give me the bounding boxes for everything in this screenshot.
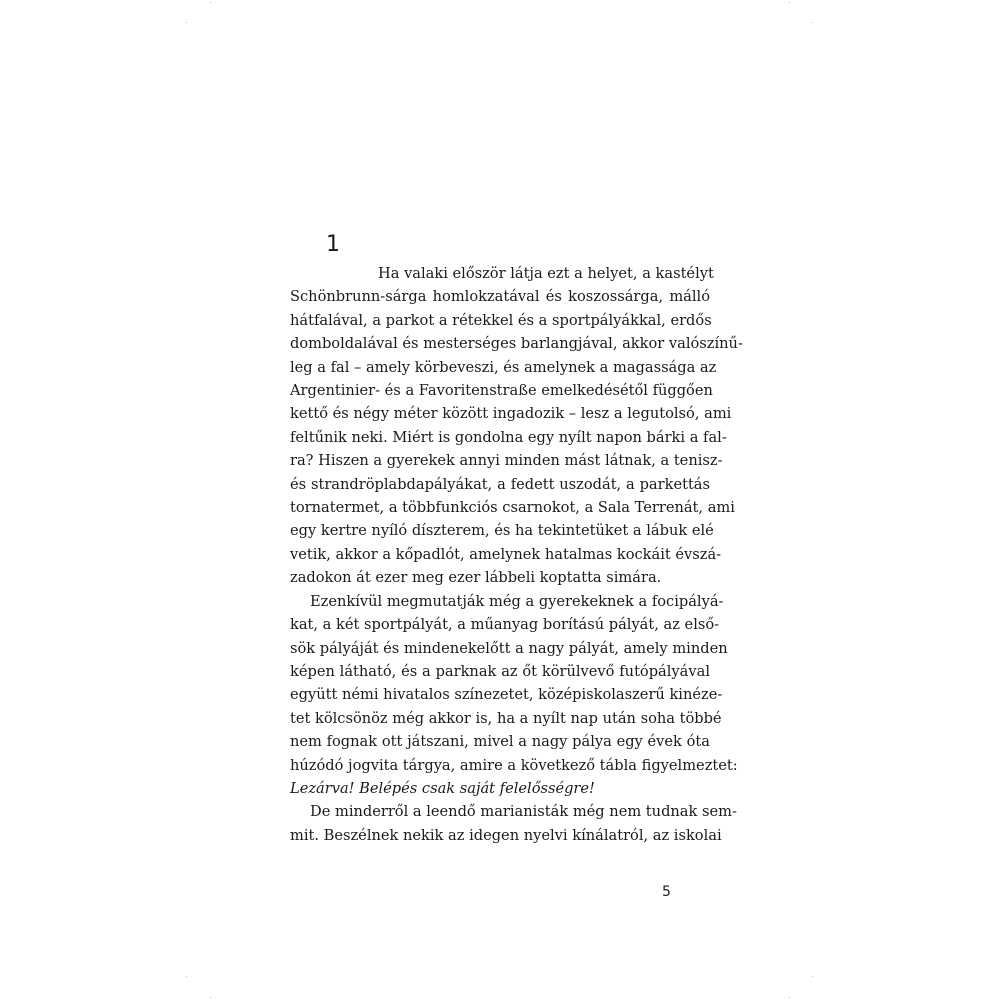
crop-mark-top-right-vertical: [789, 2, 790, 3]
text-line: leg a fal – amely körbeveszi, és amelynek a magassága az: [290, 358, 717, 376]
crop-mark-top-left-vertical: [210, 2, 211, 3]
crop-mark-bottom-right-vertical: [789, 997, 790, 998]
crop-mark-top-left-horizontal: [186, 22, 187, 23]
text-line: tornatermet, a többfunkciós csarnokot, a Sala Terrenát, ami: [290, 499, 735, 517]
crop-mark-bottom-left-horizontal: [186, 976, 187, 977]
text-line: egy kertre nyíló díszterem, és ha tekintetüket a lábuk elé: [290, 522, 714, 540]
body-text: [290, 262, 743, 847]
text-line: képen látható, és a parknak az őt körülvevő futópályával: [290, 662, 710, 680]
text-line: Ha valaki először látja ezt a helyet, a kastélyt: [378, 265, 714, 282]
text-line: együtt némi hivatalos színezetet, középiskolaszerű kinéze-: [290, 686, 723, 704]
chapter-number: 1: [326, 232, 340, 257]
text-line: zadokon át ezer meg ezer lábbeli koptatta simára.: [290, 569, 662, 587]
text-line: domboldalával és mesterséges barlangjával, akkor valószínű-: [290, 335, 743, 353]
text-line: Schönbrunn-sárga homlokzatával és koszossárga, málló: [290, 288, 710, 306]
text-line: sök pályáját és mindenekelőtt a nagy pályát, amely minden: [290, 639, 728, 657]
text-line: feltűnik neki. Miért is gondolna egy nyílt napon bárki a fal-: [290, 428, 727, 446]
text-line: Argentinier- és a Favoritenstraße emelkedésétől függően: [290, 382, 713, 400]
text-line: tet kölcsönöz még akkor is, ha a nyílt nap után soha többé: [290, 709, 722, 727]
crop-mark-bottom-right-horizontal: [812, 976, 813, 977]
page-number: 5: [662, 884, 671, 900]
text-line: húzódó jogvita tárgya, amire a következő tábla figyelmeztet:: [290, 756, 738, 774]
crop-mark-top-right-horizontal: [812, 22, 813, 23]
text-line: nem fognak ott játszani, mivel a nagy pálya egy évek óta: [290, 733, 710, 751]
text-line: kat, a két sportpályát, a műanyag borítású pályát, az első-: [290, 616, 720, 634]
text-line: kettő és négy méter között ingadozik – lesz a legutolsó, ami: [290, 405, 732, 423]
text-line: és strandröplabdapályákat, a fedett uszodát, a parkettás: [290, 475, 710, 493]
text-line: De minderről a leendő marianisták még nem tudnak sem-: [310, 803, 737, 821]
text-line: ra? Hiszen a gyerekek annyi minden mást látnak, a tenisz-: [290, 452, 723, 470]
warning-sign-text: Lezárva! Belépés csak saját felelősségre!: [290, 779, 595, 797]
crop-mark-bottom-left-vertical: [210, 997, 211, 998]
text-line: vetik, akkor a kőpadlót, amelynek hatalmas kockáit évszá-: [290, 545, 722, 563]
text-line: mit. Beszélnek nekik az idegen nyelvi kínálatról, az iskolai: [290, 826, 722, 844]
text-line: Ezenkívül megmutatják még a gyerekeknek a focipályá-: [310, 592, 724, 610]
text-line: hátfalával, a parkot a rétekkel és a sportpályákkal, erdős: [290, 311, 712, 329]
